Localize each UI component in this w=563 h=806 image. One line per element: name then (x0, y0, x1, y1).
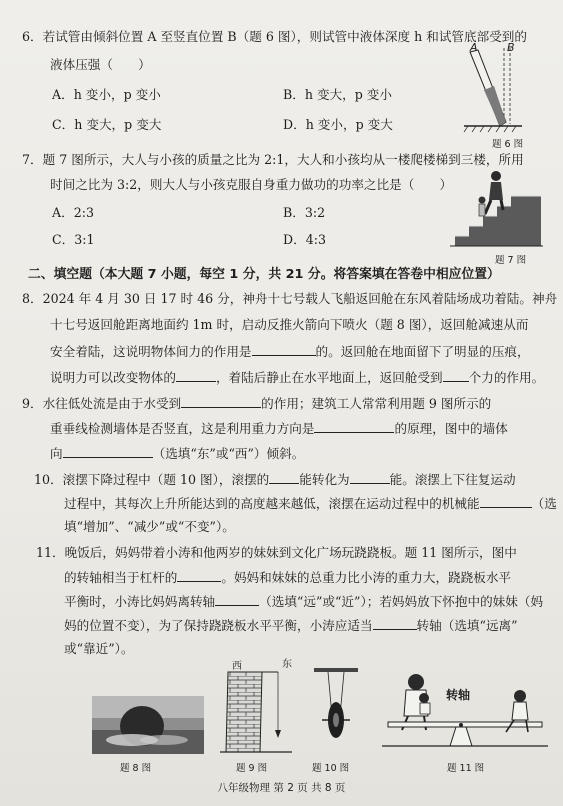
fig11-seesaw-diagram (382, 668, 548, 754)
q9-stem-line2 (50, 420, 508, 437)
fig9-caption: 题 9 图 (236, 763, 268, 774)
q11-blank-3[interactable] (373, 617, 417, 630)
fig9-east-label: 东 (282, 659, 292, 670)
q9-stem-line1 (22, 395, 491, 412)
q8-blank-2[interactable] (176, 369, 216, 382)
q11-stem-line5: 或“靠近”）。 (64, 641, 134, 656)
q11-stem-line4 (64, 617, 518, 634)
q10-blank-1[interactable] (269, 471, 299, 484)
q8-text: 的。返回舱在地面留下了明显的压痕， (315, 344, 530, 359)
q8-stem-line3 (50, 343, 530, 360)
q10-stem-line1 (34, 471, 516, 488)
q7-stem-line2: 时间之比为 3:2，则大人与小孩克服自身重力做功的功率之比是（ ） (50, 177, 453, 192)
q8-text: 说明力可以改变物体的 (50, 370, 176, 385)
q9-text: 向 (50, 446, 63, 461)
q11-stem-line1: 11．晚饭后，妈妈带着小涛和他两岁的妹妹到文化广场玩跷跷板。题 11 图所示，图中 (36, 545, 517, 560)
fig10-yoyo-pendulum-diagram (308, 666, 364, 756)
section-2-heading: 二、填空题（本大题 7 小题，每空 1 分，共 21 分。将答案填在答卷中相应位置） (28, 267, 500, 282)
q11-blank-2[interactable] (215, 593, 259, 606)
q10-stem-line2 (64, 495, 557, 512)
q7-option-b[interactable]: B．3:2 (283, 205, 326, 220)
q8-blank-1[interactable] (252, 343, 316, 356)
q10-text: 能转化为 (299, 472, 350, 487)
q11-text: 转轴（选填“远离” (416, 618, 518, 633)
fig7-caption: 题 7 图 (495, 255, 527, 266)
q10-text: 10．滚摆下降过程中（题 10 图），滚摆的 (34, 472, 270, 487)
q7-option-c[interactable]: C．3:1 (52, 232, 95, 247)
fig6-label-a: A (470, 41, 478, 54)
fig8-caption: 题 8 图 (120, 763, 152, 774)
q10-blank-2[interactable] (350, 471, 390, 484)
q11-stem-line3 (64, 593, 543, 610)
q9-text: 的原理，图中的墙体 (394, 421, 508, 436)
fig6-caption: 题 6 图 (492, 139, 524, 150)
q8-text: 个力的作用。 (468, 370, 545, 385)
q9-text: 的作用；建筑工人常常利用题 9 图所示的 (261, 396, 492, 411)
q9-blank-1[interactable] (181, 395, 261, 408)
q11-text: （选填“远”或“近”）；若妈妈放下怀抱中的妹妹（妈 (259, 594, 544, 609)
q11-stem-line2 (64, 569, 511, 586)
q10-text: 能。滚摆上下往复运动 (389, 472, 516, 487)
fig6-label-b: B (507, 41, 515, 54)
q6-option-c[interactable]: C．h 变大，p 变大 (52, 117, 162, 132)
fig6-test-tube-diagram (462, 46, 532, 134)
q10-blank-3[interactable] (480, 495, 532, 508)
q11-text: 的转轴相当于杠杆的 (64, 570, 178, 585)
q9-text: 9．水往低处流是由于水受到 (22, 396, 182, 411)
q9-text: （选填“东”或“西”）倾斜。 (152, 446, 305, 461)
q7-option-a[interactable]: A．2:3 (52, 205, 94, 220)
q11-text: 。妈妈和妹妹的总重力比小涛的重力大，跷跷板水平 (221, 570, 511, 585)
fig8-capsule-photo (92, 696, 204, 754)
q6-option-b[interactable]: B．h 变大，p 变小 (283, 87, 392, 102)
q10-text: 过程中，其每次上升所能达到的高度越来越低，滚摆在运动过程中的机械能 (64, 496, 480, 511)
q11-blank-1[interactable] (177, 569, 221, 582)
page-footer: 八年级物理 第 2 页 共 8 页 (217, 782, 346, 794)
q11-text: 平衡时，小涛比妈妈离转轴 (64, 594, 216, 609)
q8-stem-line1: 8．2024 年 4 月 30 日 17 时 46 分，神舟十七号载人飞船返回舱在东风着陆场成功着陆。神舟 (22, 291, 558, 306)
fig11-pivot-label: 转轴 (446, 688, 471, 702)
q6-stem-line1: 6．若试管由倾斜位置 A 至竖直位置 B（题 6 图），则试管中液体深度 h 和试管底部受到的 (22, 29, 527, 44)
q7-stem-line1: 7．题 7 图所示，大人与小孩的质量之比为 2:1，大人和小孩均从一楼爬楼梯到三楼，所用 (22, 152, 524, 167)
q10-stem-line3: 填“增加”、“减少”或“不变”）。 (64, 519, 235, 534)
fig9-west-label: 西 (232, 661, 242, 672)
q6-option-d[interactable]: D．h 变小，p 变大 (283, 117, 393, 132)
q9-blank-3[interactable] (63, 445, 153, 458)
fig7-stairs-diagram (445, 162, 545, 250)
q9-text: 重垂线检测墙体是否竖直，这是利用重力方向是 (50, 421, 315, 436)
fig10-caption: 题 10 图 (312, 763, 350, 774)
q6-stem-line2: 液体压强（ ） (50, 57, 151, 72)
q6-option-a[interactable]: A．h 变小，p 变小 (52, 87, 161, 102)
q9-stem-line3 (50, 445, 304, 462)
fig9-wall-diagram (218, 668, 298, 758)
q7-option-d[interactable]: D．4:3 (283, 232, 326, 247)
q8-text: 安全着陆，这说明物体间力的作用是 (50, 344, 252, 359)
q8-stem-line2: 十七号返回舱距离地面约 1m 时，启动反推火箭向下喷火（题 8 图），返回舱减速从而 (50, 317, 529, 332)
q11-text: 妈的位置不变），为了保持跷跷板水平平衡，小涛应适当 (64, 618, 373, 633)
q8-blank-3[interactable] (443, 369, 469, 382)
q9-blank-2[interactable] (314, 420, 394, 433)
fig11-caption: 题 11 图 (447, 763, 485, 774)
q10-text: （选 (531, 496, 557, 511)
q8-text: ，着陆后静止在水平地面上，返回舱受到 (215, 370, 443, 385)
q8-stem-line4 (50, 369, 544, 386)
